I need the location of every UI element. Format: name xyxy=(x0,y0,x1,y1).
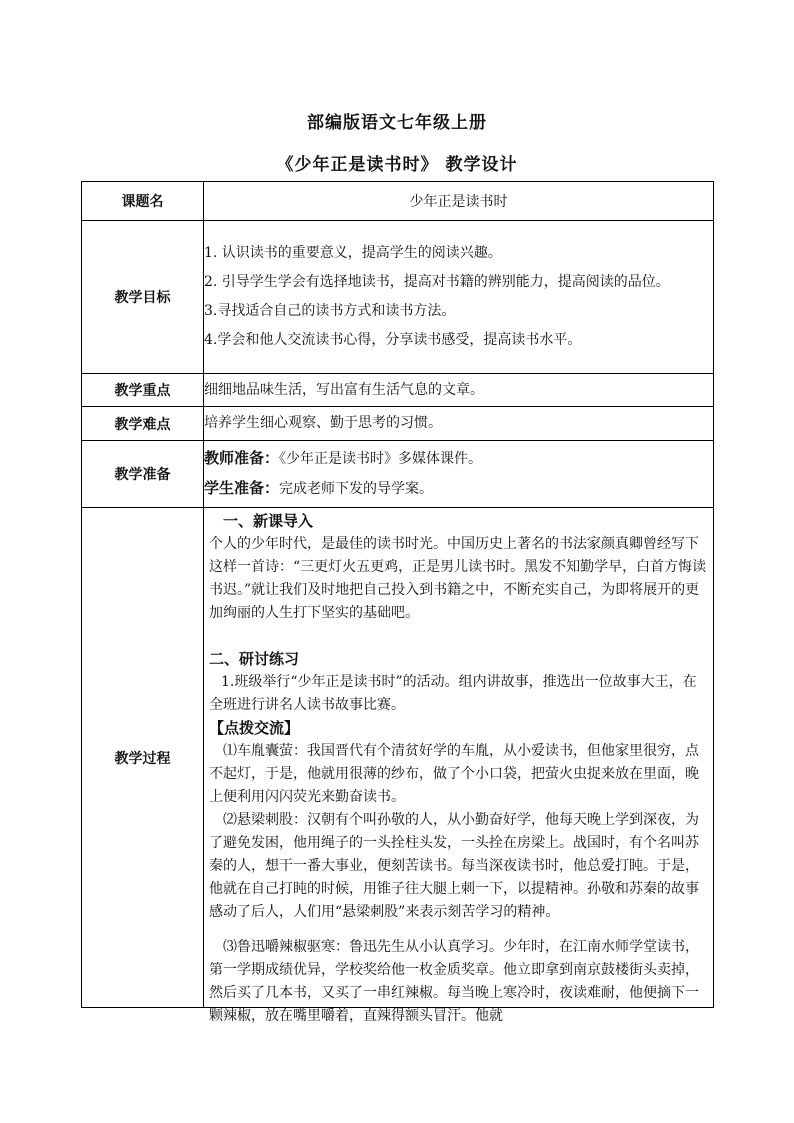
topic-label: 课题名 xyxy=(82,182,204,221)
goals-label: 教学目标 xyxy=(82,221,204,374)
lesson-plan-table xyxy=(81,181,714,1024)
teacher-prep-value: 《少年正是读书时》多媒体课件。 xyxy=(279,451,483,467)
goals-cell xyxy=(204,221,714,374)
process-cell xyxy=(204,508,714,1024)
document-subtitle: 《少年正是读书时》 教学设计 xyxy=(276,155,518,175)
goal-item: 3.寻找适合自己的读书方式和读书方法。 xyxy=(204,303,456,319)
document-title: 部编版语文七年级上册 xyxy=(307,113,487,133)
goal-item: 1. 认识读书的重要意义，提高学生的阅读兴趣。 xyxy=(204,245,502,261)
table-row-key xyxy=(82,374,714,407)
intro-paragraph: 个人的少年时代，是最佳的读书时光。中国历史上著名的书法家颜真卿曾经写下这样一首诗：“三更灯火五更鸡，正是男儿读书时。黑发不知勤学早，白首方悔读书迟。”就让我们及时地把自己投入到书籍之中，不断充实自己，为即将展开的更加绚丽的人生打下坚实的基础吧。 xyxy=(209,536,707,621)
table-row-process xyxy=(82,508,714,1008)
task-paragraph: 1.班级举行“少年正是读书时”的活动。组内讲故事，推选出一位故事大王，在全班进行讲名人读书故事比赛。 xyxy=(209,674,697,713)
goal-item: 2. 引导学生学会有选择地读书，提高对书籍的辨别能力，提高阅读的品位。 xyxy=(204,274,670,290)
prep-label: 教学准备 xyxy=(82,441,204,508)
teacher-prep-label: 教师准备： xyxy=(204,449,280,467)
student-prep xyxy=(204,474,713,504)
section-heading: 一、新课导入 xyxy=(223,512,314,530)
key-label: 教学重点 xyxy=(82,374,204,407)
prep-cell xyxy=(204,441,714,508)
table-row-topic xyxy=(82,182,714,221)
table-row-goals xyxy=(82,221,714,374)
section-heading: 二、研讨练习 xyxy=(209,650,300,668)
story-paragraph: ⑶鲁迅嚼辣椒驱寒：鲁迅先生从小认真学习。少年时，在江南水师学堂读书，第一学期成绩优异，学校奖给他一枚金质奖章。他立即拿到南京鼓楼街头卖掉，然后买了几本书，又买了一串红辣椒。每当晚上寒冷时，夜读难耐，他便摘下一颗辣椒，放在嘴里嚼着，直辣得额头冒汗。他就 xyxy=(209,939,699,1024)
topic-value: 少年正是读书时 xyxy=(204,182,714,221)
process-label: 教学过程 xyxy=(82,508,204,1008)
difficulty-value: 培养学生细心观察、勤于思考的习惯。 xyxy=(204,407,714,441)
table-row-prep xyxy=(82,441,714,508)
student-prep-value: 完成老师下发的导学案。 xyxy=(279,481,434,497)
difficulty-label: 教学难点 xyxy=(82,407,204,441)
story-paragraph: ⑴车胤囊萤：我国晋代有个清贫好学的车胤，从小爱读书，但他家里很穷，点不起灯，于是，他就用很薄的纱布，做了个小口袋，把萤火虫捉来放在里面，晚上便利用闪闪荧光来勤奋读书。 xyxy=(209,743,699,805)
student-prep-label: 学生准备： xyxy=(204,479,280,497)
key-value: 细细地品味生活，写出富有生活气息的文章。 xyxy=(204,374,714,407)
story-paragraph: ⑵悬梁刺股：汉朝有个叫孙敬的人，从小勤奋好学，他每天晚上学到深夜，为了避免发困，他用绳子的一头拴柱头发，一头拴在房梁上。战国时，有个名叫苏秦的人，想干一番大事业，便刻苦读书。每当深夜读书时，他总爱打盹。于是，他就在自己打盹的时候，用锥子往大腿上刺一下，以提精神。孙敬和苏秦的故事感动了后人，人们用“悬梁刺股”来表示刻苦学习的精神。 xyxy=(209,812,699,920)
goal-item: 4.学会和他人交流读书心得，分享读书感受，提高读书水平。 xyxy=(204,332,582,348)
teacher-prep xyxy=(204,444,713,474)
table-row-difficulty xyxy=(82,407,714,441)
tips-heading: 【点拨交流】 xyxy=(209,719,300,737)
